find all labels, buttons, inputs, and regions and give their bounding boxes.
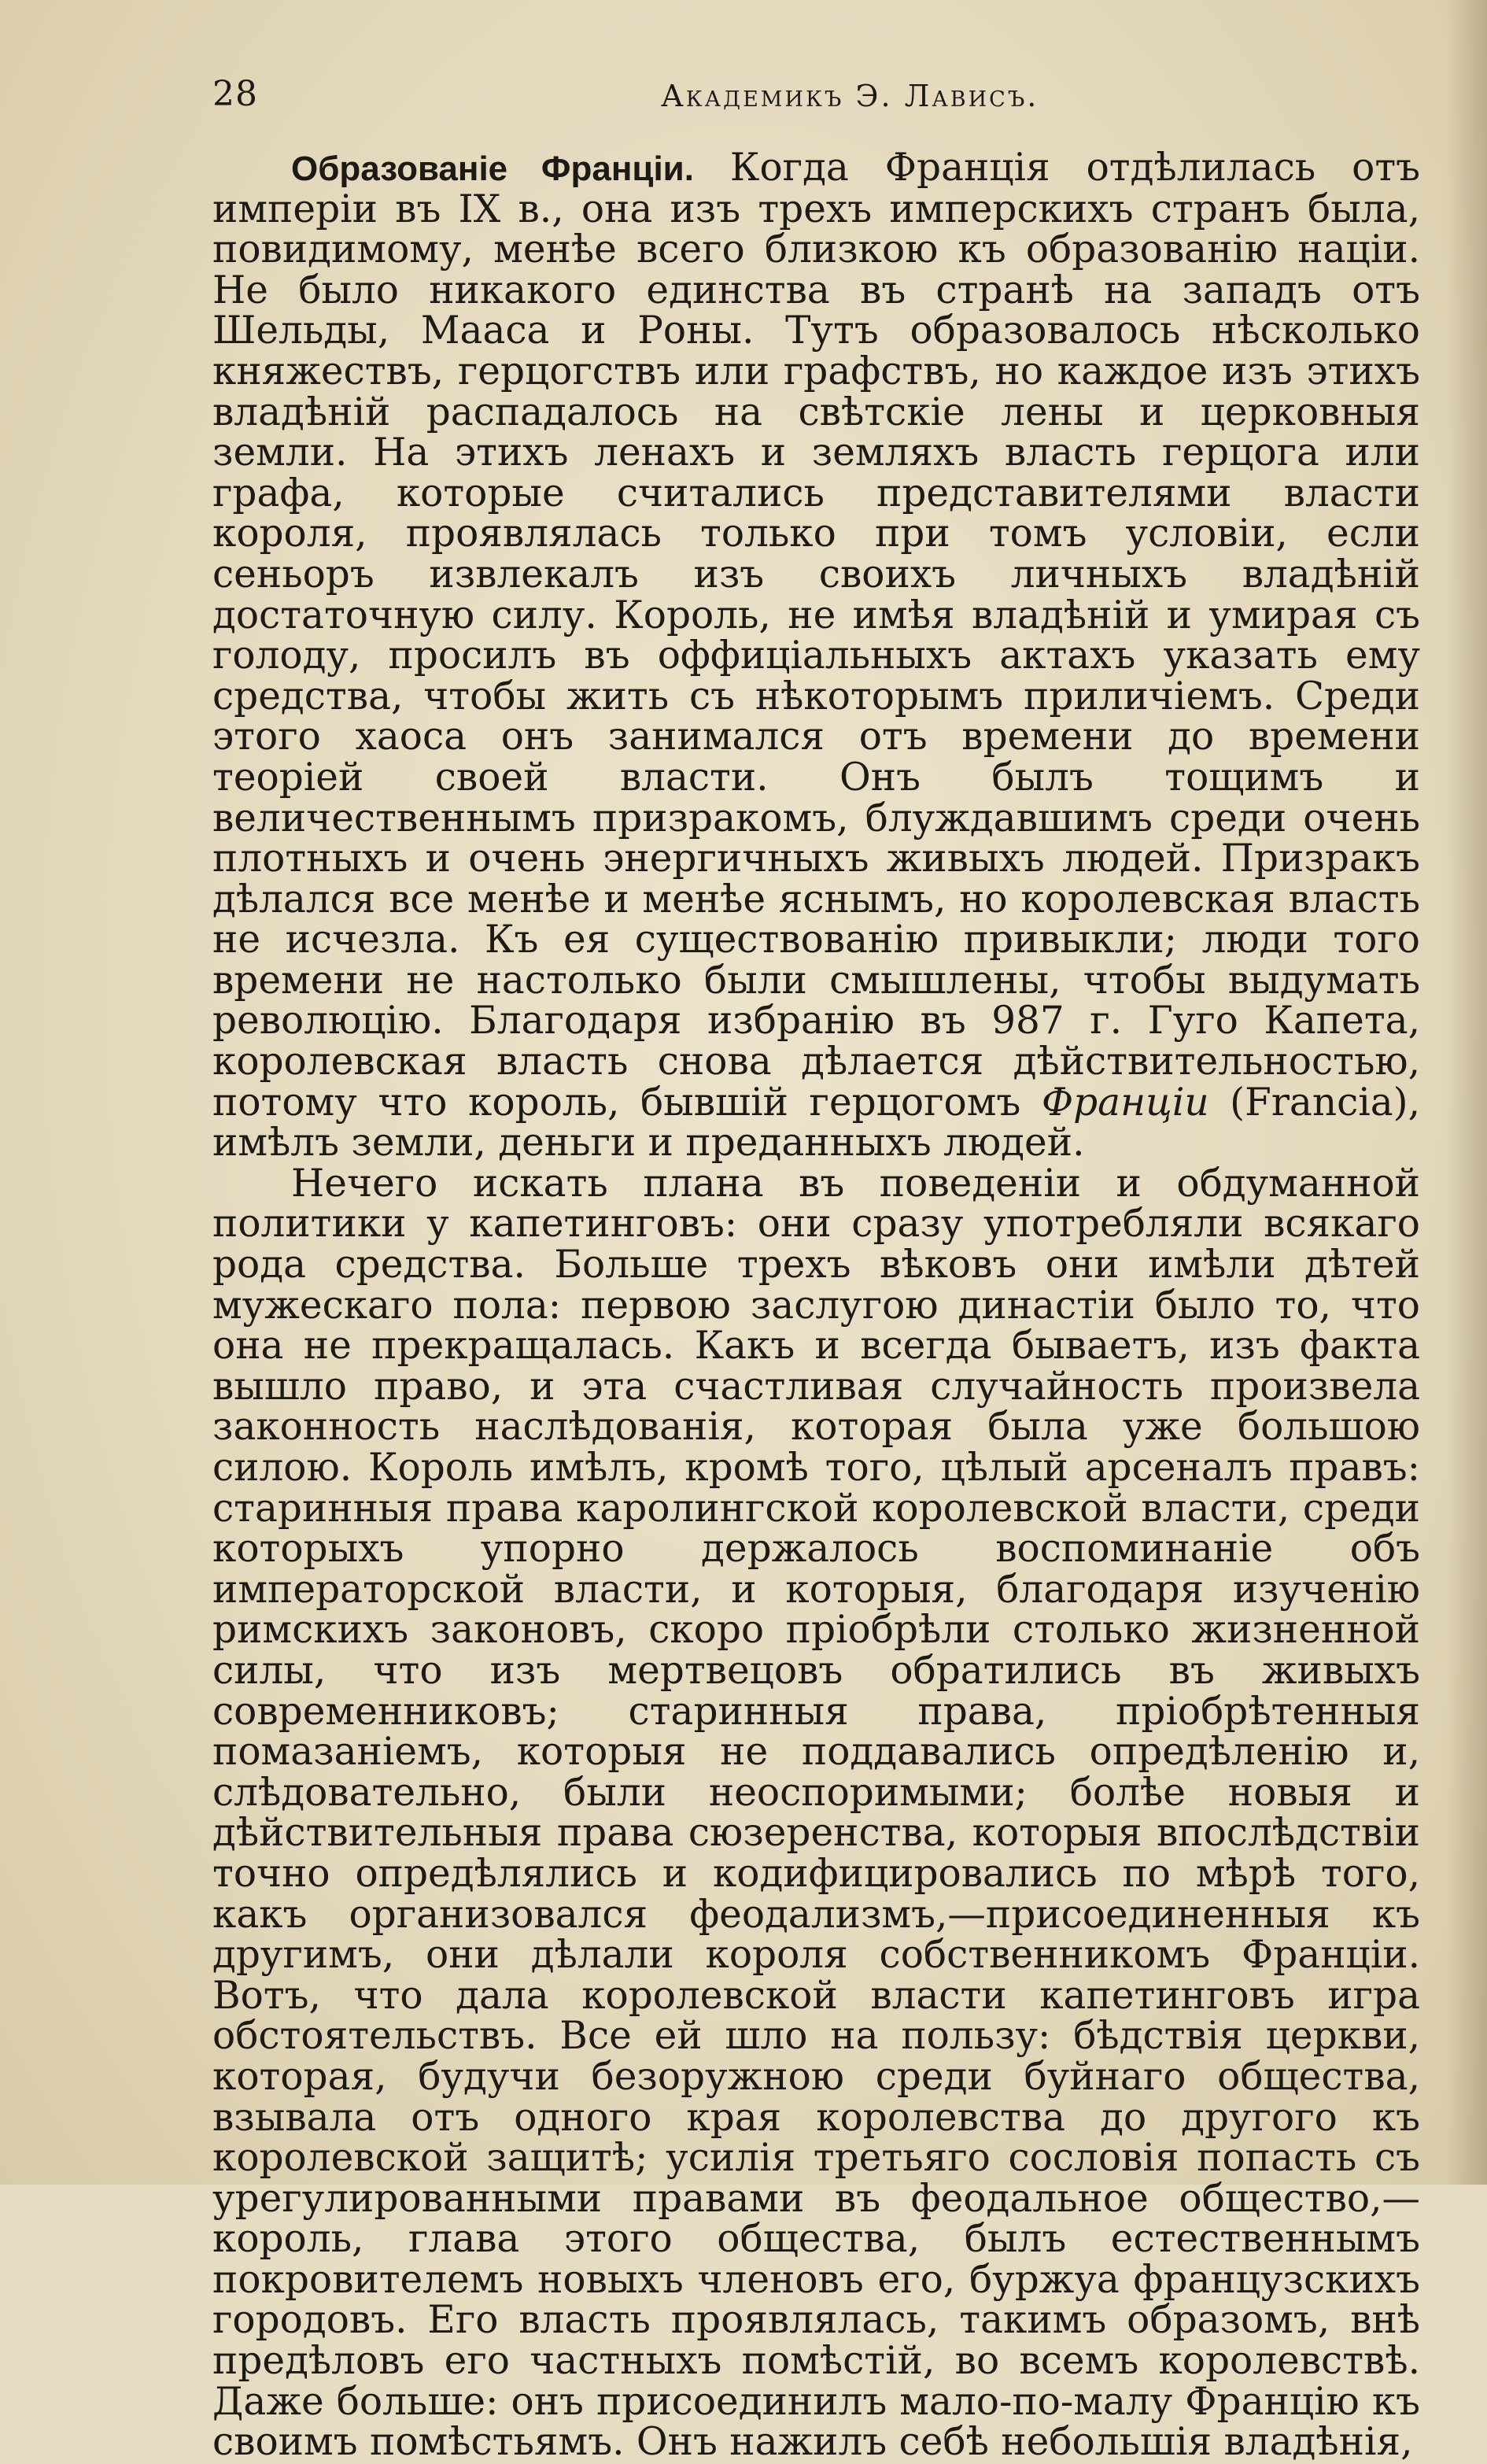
body-text bbox=[212, 148, 1420, 2463]
paragraph-2: Нечего искать плана въ поведеніи и обдуманной политики у капетинговъ: они сразу употребляли всякаго рода средства. Больше трехъ вѣковъ они имѣли дѣтей мужескаго пола: первою заслугою династіи было то, что она не прекращалась. Какъ и всегда бываетъ, изъ факта вышло право, и эта счастливая случайность произвела законность наслѣдованія, которая была уже большою силою. Король имѣлъ, кромѣ того, цѣлый арсеналъ правъ: старинныя права каролингской королевской власти, среди которыхъ упорно держалось воспоминаніе объ императорской власти, и которыя, благодаря изученію римскихъ законовъ, скоро пріобрѣли столько жизненной силы, что изъ мертвецовъ обратились въ живыхъ современниковъ; старинныя права, пріобрѣтенныя помазаніемъ, которыя не поддавались опредѣленію и, слѣдовательно, были неоспоримыми; болѣе новыя и дѣйствительныя права сюзеренства, которыя впослѣдствіи точно опредѣлялись и кодифицировались по мѣрѣ того, какъ организовался феодализмъ,—присоединенныя къ другимъ, они дѣлали короля собственникомъ Франціи. Вотъ, что дала королевской власти капетинговъ игра обстоятельствъ. Все ей шло на пользу: бѣдствія церкви, которая, будучи безоружною среди буйнаго общества, взывала отъ одного края королевства до другого къ королевской защитѣ; усилія третьяго сословія попасть съ урегулированными правами въ феодальное общество,—король, глава этого общества, былъ естественнымъ покровителемъ новыхъ членовъ его, буржуа французскихъ городовъ. Его власть проявлялась, такимъ образомъ, внѣ предѣловъ его частныхъ помѣстій, во всемъ королевствѣ. Даже больше: онъ присоединилъ мало-по-малу Францію къ своимъ помѣстьямъ. Онъ нажилъ себѣ небольшія владѣнія, bbox=[212, 1161, 1420, 2464]
page-header bbox=[212, 74, 1267, 121]
paragraph-1 bbox=[212, 148, 1420, 1164]
running-head: Академикъ Э. Лависъ. bbox=[661, 79, 1039, 113]
emphasized-word: Франціи bbox=[1041, 1080, 1209, 1125]
page-edge-shadow bbox=[1446, 0, 1487, 2185]
page-number: 28 bbox=[212, 74, 258, 114]
paragraph-1-text-b: (Francia), имѣлъ земли, деньги и преданныхъ людей. bbox=[212, 1080, 1421, 1166]
section-heading: Образованіе Франціи. bbox=[291, 150, 694, 188]
paragraph-1-text-a: Когда Франція отдѣлилась отъ имперіи въ IX в., она изъ трехъ имперскихъ странъ была, повидимому, менѣе всего близкою къ образованію націи. Не было никакого единства въ странѣ на западъ отъ Шельды, Мааса и Роны. Тутъ образовалось нѣсколько княжествъ, герцогствъ или графствъ, но каждое изъ этихъ владѣній распадалось на свѣтскіе лены и церковныя земли. На этихъ ленахъ и земляхъ власть герцога или графа, которые считались представителями власти короля, проявлялась только при томъ условіи, если сеньоръ извлекалъ изъ своихъ личныхъ владѣній достаточную силу. Король, не имѣя владѣній и умирая съ голоду, просилъ въ оффиціальныхъ актахъ указать ему средства, чтобы жить съ нѣкоторымъ приличіемъ. Среди этого хаоса онъ занимался отъ времени до времени теоріей своей власти. Онъ былъ тощимъ и величественнымъ призракомъ, блуждавшимъ среди очень плотныхъ и очень энергичныхъ живыхъ людей. Призракъ дѣлался все менѣе и менѣе яснымъ, но королевская власть не исчезла. Къ ея существованію привыкли; люди того времени не настолько были смышлены, чтобы выдумать революцію. Благодаря избранію въ 987 г. Гуго Капета, королевская власть снова дѣлается дѣйствительностью, потому что король, бывшій герцогомъ bbox=[212, 146, 1421, 1125]
